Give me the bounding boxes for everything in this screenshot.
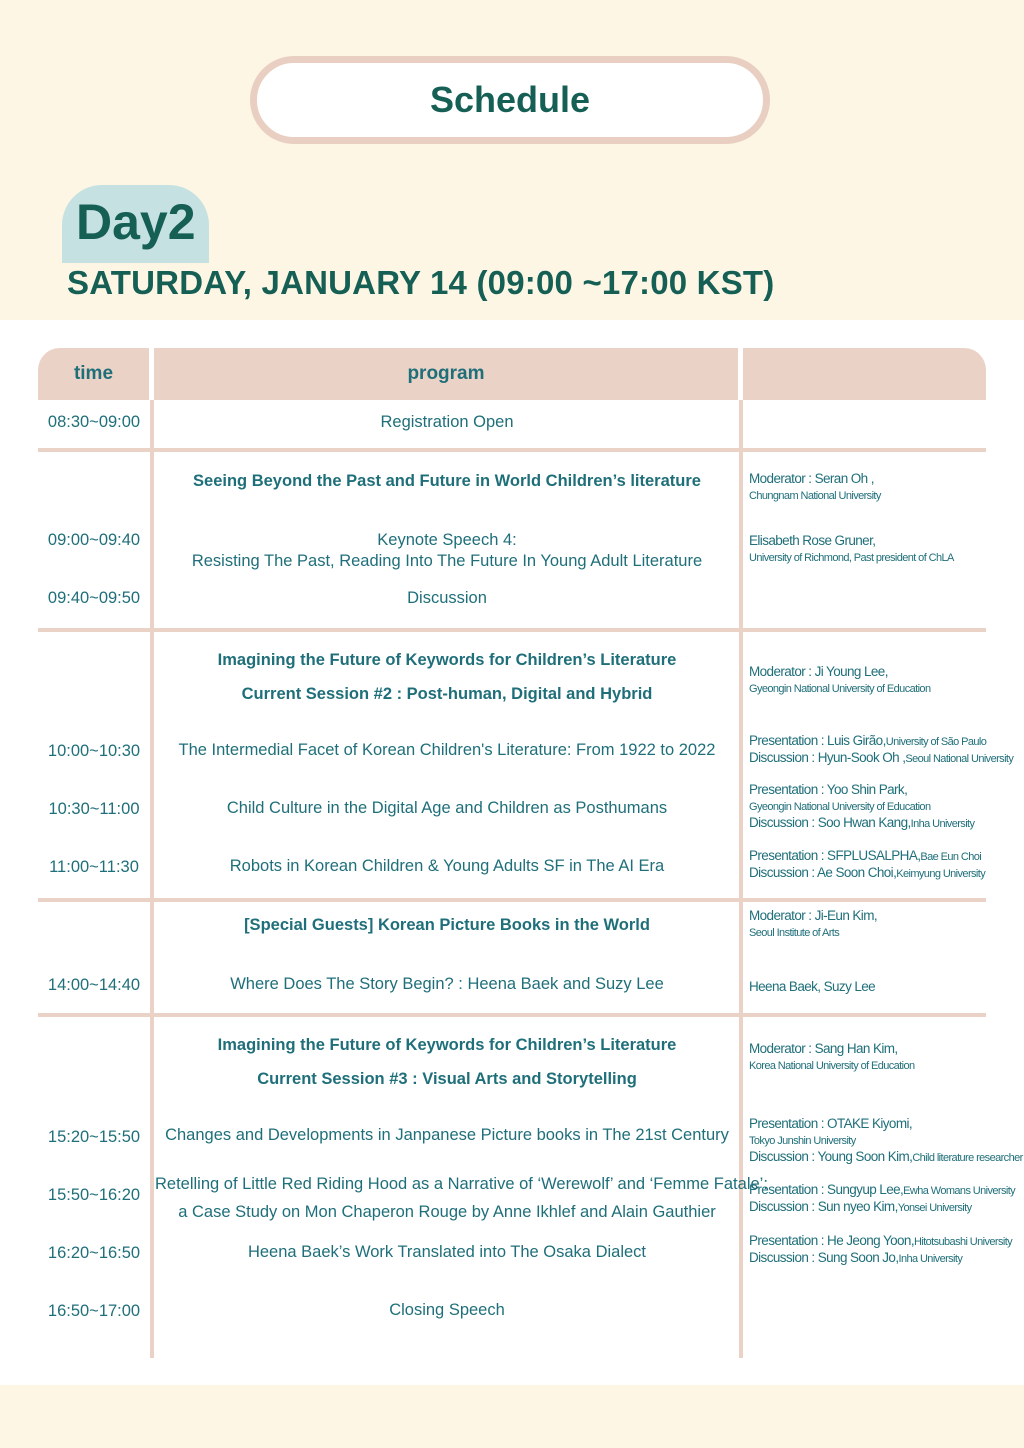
program-cell [155, 530, 739, 572]
program-cell [155, 1170, 768, 1226]
time-cell: 16:50~17:00 [47, 1302, 141, 1320]
session-title: [Special Guests] Korean Picture Books in the World [244, 916, 650, 934]
time-cell: 15:20~15:50 [47, 1128, 141, 1146]
program-cell: Heena Baek’s Work Translated into The Osaka Dialect [247, 1243, 647, 1261]
time-cell: 09:40~09:50 [47, 589, 141, 607]
discussant-name: Discussion : Young Soon Kim, [749, 1149, 913, 1164]
moderator-name: Moderator : Ji Young Lee, [749, 664, 888, 679]
session-title [155, 643, 739, 711]
presenter-cell [749, 1182, 1024, 1216]
time-cell: 14:00~14:40 [47, 976, 141, 994]
discussant-name: Discussion : Sun nyeo Kim, [749, 1199, 898, 1214]
moderator-name: Moderator : Seran Oh , [749, 471, 874, 486]
column-header-program: program [154, 348, 738, 400]
time-cell: 08:30~09:00 [47, 413, 141, 431]
presenter-affiliation: Gyeongin National University of Education [749, 801, 931, 813]
session-title-line: Imagining the Future of Keywords for Children’s Literature [217, 1036, 677, 1054]
session-title: Seeing Beyond the Past and Future in World Children’s literature [193, 472, 701, 490]
time-cell: 10:30~11:00 [48, 800, 140, 818]
session-title-line: Current Session #2 : Post-human, Digital and Hybrid [241, 685, 653, 703]
program-cell: Child Culture in the Digital Age and Children as Posthumans [226, 799, 668, 817]
moderator-name: Moderator : Sang Han Kim, [749, 1041, 898, 1056]
row-divider [38, 448, 986, 452]
moderator-cell [749, 664, 1024, 697]
time-cell: 09:00~09:40 [47, 531, 141, 549]
presenter-cell [749, 1116, 1024, 1166]
program-cell: Closing Speech [389, 1301, 505, 1319]
date-heading: SATURDAY, JANUARY 14 (09:00 ~17:00 KST) [67, 264, 775, 301]
presenter-name: Presentation : OTAKE Kiyomi, [749, 1116, 913, 1131]
session-title-line: Current Session #3 : Visual Arts and Storytelling [257, 1070, 637, 1088]
presenter-name: Presentation : Luis Girão, [749, 733, 886, 748]
presenter-affiliation: Tokyo Junshin University [749, 1135, 856, 1147]
moderator-affiliation: Seoul Institute of Arts [749, 927, 840, 939]
discussant-name: Discussion : Sung Soon Jo, [749, 1250, 899, 1265]
column-header-details [743, 348, 986, 400]
column-header-time: time [38, 348, 149, 400]
discussant-name: Discussion : Ae Soon Choi, [749, 865, 897, 880]
presenter-cell [749, 1233, 1024, 1267]
column-divider [739, 400, 743, 1358]
presenter-name: Presentation : Sungyup Lee, [749, 1182, 904, 1197]
program-line: Resisting The Past, Reading Into The Future In Young Adult Literature [191, 552, 703, 570]
program-cell: Registration Open [380, 413, 514, 431]
time-cell: 15:50~16:20 [47, 1186, 141, 1204]
presenter-affiliation: University of São Paulo [885, 736, 987, 748]
program-cell: The Intermedial Facet of Korean Children's Literature: From 1922 to 2022 [178, 741, 716, 759]
discussant-name: Discussion : Soo Hwan Kang, [749, 815, 911, 830]
discussant-affiliation: Inha University [898, 1253, 963, 1265]
presenter-cell [749, 733, 1024, 767]
program-line: a Case Study on Mon Chaperon Rouge by Anne Ikhlef and Alain Gauthier [178, 1203, 716, 1221]
speaker-name: Elisabeth Rose Gruner, [749, 533, 876, 548]
presenter-affiliation: Hitotsubashi University [914, 1236, 1013, 1248]
row-divider [38, 1013, 986, 1017]
presenter-cell [749, 782, 1024, 832]
moderator-affiliation: Gyeongin National University of Education [749, 683, 931, 695]
program-cell: Where Does The Story Begin? : Heena Baek and Suzy Lee [230, 975, 664, 993]
row-divider [38, 628, 986, 632]
discussant-affiliation: Child literature researcher [912, 1152, 1023, 1164]
presenter-affiliation: Ewha Womans University [903, 1185, 1016, 1197]
speaker-affiliation: University of Richmond, Past president of ChLA [749, 552, 954, 564]
program-line: Retelling of Little Red Riding Hood as a Narrative of ‘Werewolf’ and ‘Femme Fatale’: [155, 1175, 768, 1193]
discussant-affiliation: Inha University [910, 818, 975, 830]
column-divider [150, 400, 154, 1358]
presenter-affiliation: Bae Eun Choi [920, 851, 982, 863]
speaker-cell [749, 533, 1024, 566]
speaker-cell: Heena Baek, Suzy Lee [749, 979, 876, 994]
program-cell: Robots in Korean Children & Young Adults SF in The AI Era [229, 857, 665, 875]
moderator-cell [749, 471, 1024, 504]
moderator-affiliation: Chungnam National University [749, 490, 881, 502]
day-badge: Day2 [62, 185, 209, 263]
presenter-name: Presentation : SFPLUSALPHA, [749, 848, 921, 863]
moderator-affiliation: Korea National University of Education [749, 1060, 915, 1072]
presenter-name: Presentation : Yoo Shin Park, [749, 782, 908, 797]
presenter-cell [749, 848, 1024, 882]
footer-band [0, 1385, 1024, 1448]
program-line: Keynote Speech 4: [377, 531, 517, 549]
discussant-affiliation: Yonsei University [897, 1202, 972, 1214]
discussant-affiliation: Seoul National University [905, 753, 1014, 765]
moderator-cell [749, 1041, 1024, 1074]
session-title-line: Imagining the Future of Keywords for Children’s Literature [217, 651, 677, 669]
time-cell: 10:00~10:30 [47, 742, 141, 760]
session-title [155, 1028, 739, 1096]
moderator-cell [749, 908, 1024, 941]
moderator-name: Moderator : Ji-Eun Kim, [749, 908, 877, 923]
row-divider [38, 898, 986, 902]
program-cell: Changes and Developments in Janpanese Picture books in The 21st Century [165, 1126, 729, 1144]
presenter-name: Presentation : He Jeong Yoon, [749, 1233, 914, 1248]
time-cell: 16:20~16:50 [47, 1244, 141, 1262]
discussant-name: Discussion : Hyun-Sook Oh , [749, 750, 906, 765]
discussant-affiliation: Keimyung University [896, 868, 986, 880]
time-cell: 11:00~11:30 [49, 858, 139, 876]
program-cell: Discussion [407, 589, 487, 607]
page-title: Schedule [250, 56, 770, 144]
